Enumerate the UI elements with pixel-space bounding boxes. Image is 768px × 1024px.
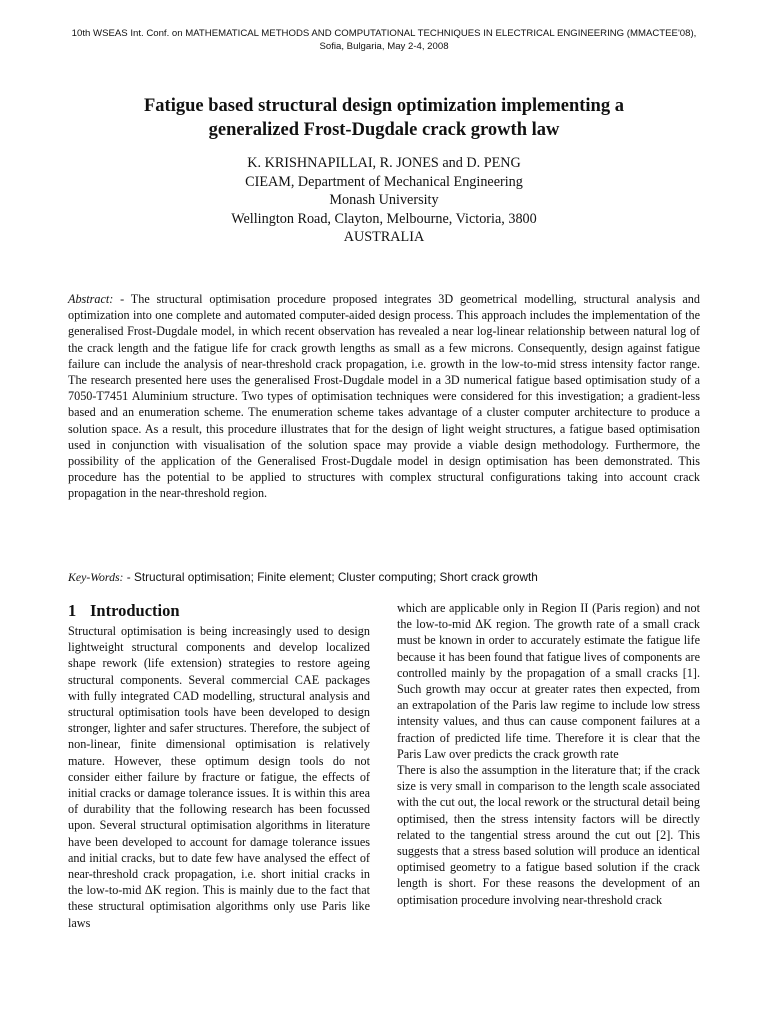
section-number: 1 <box>68 601 77 620</box>
keywords-text: - Structural optimisation; Finite element; Cluster computing; Short crack growth <box>123 570 538 584</box>
abstract-text: - The structural optimisation procedure proposed integrates 3D geometrical modelling, structural analysis and optimization into one complete and automated computer-aided design process. This approach includes the implementation of the generalised Frost-Dugdale model, in which recent observation has revealed a near log-linear relationship between natural log of the crack length and the fatigue life for crack growth lengths as small as a few microns. Consequently, design against fatigue failure can include the analysis of near-threshold crack propagation, i.e. growth in the low-to-mid stress intensity factor range. The research presented here uses the generalised Frost-Dugdale model in a 3D numerical fatigue based optimisation study of a 7050-T7451 Aluminium structure. Two types of optimisation techniques were considered for this investigation; a gradient-less based and an enumeration scheme. The enumeration scheme takes advantage of a cluster computer architecture to produce a solution space. As a result, this procedure illustrates that for the design of light weight structures, a fatigue based optimisation used in conjunction with visualisation of the solution space may provide a viable design methodology. Furthermore, the possibility of the application of the Generalised Frost-Dugdale model in design optimisation has been demonstrated. This procedure has the potential to be applied to structures with complex structural configurations taking into account crack propagation in the near-threshold region. <box>68 292 700 501</box>
intro-paragraph-3: There is also the assumption in the literature that; if the crack size is very small in comparison to the length scale associated with the cut out, the local rework or the structural detail being optimised, then the stress intensity factors will be directly related to the tangential stress around the cut out [2]. This suggests that a stress based solution will produce an identical optimised geometry to a fatigue based solution if the crack length is short. For these reasons the development of an optimisation procedure involving near-threshold crack <box>397 763 700 907</box>
title-line-2: generalized Frost-Dugdale crack growth law <box>208 120 560 140</box>
title-line-1: Fatigue based structural design optimization implementing a <box>144 96 624 116</box>
conference-header <box>30 27 738 53</box>
keywords-label: Key-Words: <box>68 570 124 584</box>
left-column <box>68 601 370 931</box>
author-country: AUSTRALIA <box>343 229 425 245</box>
right-column <box>397 600 700 908</box>
author-block <box>60 154 708 247</box>
conference-line-1: 10th WSEAS Int. Conf. on MATHEMATICAL METHODS AND COMPUTATIONAL TECHNIQUES IN ELECTRICAL ENGINEERING (MMACTEE'08), <box>71 28 697 39</box>
author-names: K. KRISHNAPILLAI, R. JONES and D. PENG <box>247 155 521 171</box>
author-address: Wellington Road, Clayton, Melbourne, Victoria, 3800 <box>231 210 537 227</box>
paper-title <box>60 94 708 142</box>
abstract-label: Abstract: <box>68 292 114 306</box>
section-title: Introduction <box>90 601 180 620</box>
section-heading <box>68 601 370 621</box>
author-department: CIEAM, Department of Mechanical Engineering <box>245 173 523 190</box>
keywords <box>68 569 700 585</box>
intro-paragraph-1: Structural optimisation is being increasingly used to design lightweight structural components and develop localized shape rework (life extension) strategies to restore ageing structural components. Several commercial CAE packages with fully integrated CAD modelling, structural analysis and structural optimisation tools have been developed to design stronger, lighter and safer structures. Therefore, the subject of non-linear, finite dimensional optimisation is relatively mature. However, these optimum design tools do not consider either failure by fracture or fatigue, the effects of initial cracks or damage tolerance issues. It is within this area of durability that the following research has been focussed upon. Several structural optimisation algorithms in literature have been developed to account for damage tolerance issues and initial cracks, but to date few have analysed the effect of near-threshold crack propagation, i.e. short initial cracks in the low-to-mid ΔK region. This is mainly due to the fact that these structural optimisation algorithms only use Paris like laws <box>68 624 370 930</box>
intro-paragraph-2: which are applicable only in Region II (Paris region) and not the low-to-mid ΔK region. The growth rate of a small crack must be known in order to accurately estimate the fatigue life because it has been found that fatigue lives of components are controlled mainly by the propagation of a small cracks [1]. Such growth may occur at greater rates then expected, from an extrapolation of the Paris law regime to include low stress intensity values, and thus can cause component failures at a fraction of predicted life time. Therefore it is clear that the Paris Law over predicts the crack growth rate <box>397 601 700 761</box>
author-university: Monash University <box>329 192 439 208</box>
abstract <box>68 291 700 502</box>
conference-line-2: Sofia, Bulgaria, May 2-4, 2008 <box>319 41 449 52</box>
